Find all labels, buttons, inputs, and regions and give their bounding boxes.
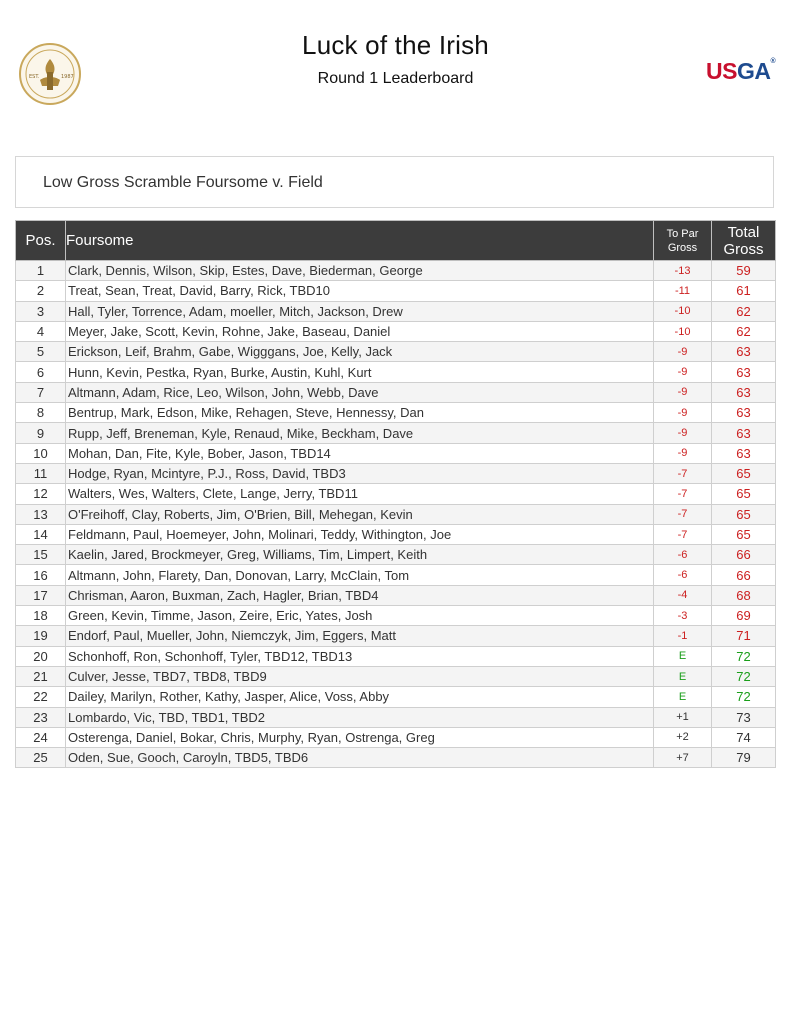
row-to-par: +2 <box>654 727 712 747</box>
row-total-gross: 71 <box>712 626 776 646</box>
row-total-gross: 65 <box>712 504 776 524</box>
row-total-gross: 63 <box>712 423 776 443</box>
row-to-par: E <box>654 646 712 666</box>
table-row <box>16 545 776 565</box>
row-total-gross: 63 <box>712 443 776 463</box>
row-position: 5 <box>16 342 66 362</box>
row-total-gross: 72 <box>712 687 776 707</box>
row-total-gross: 61 <box>712 281 776 301</box>
row-to-par: -10 <box>654 301 712 321</box>
row-position: 18 <box>16 606 66 626</box>
row-foursome: Kaelin, Jared, Brockmeyer, Greg, Williams, Tim, Limpert, Keith <box>66 545 654 565</box>
row-position: 14 <box>16 524 66 544</box>
row-to-par: -9 <box>654 382 712 402</box>
row-to-par: -9 <box>654 362 712 382</box>
row-to-par: +7 <box>654 748 712 768</box>
row-foursome: Clark, Dennis, Wilson, Skip, Estes, Dave, Biederman, George <box>66 261 654 281</box>
table-row <box>16 443 776 463</box>
row-total-gross: 72 <box>712 666 776 686</box>
table-row <box>16 382 776 402</box>
table-row <box>16 524 776 544</box>
table-row <box>16 261 776 281</box>
table-row <box>16 687 776 707</box>
row-total-gross: 73 <box>712 707 776 727</box>
page-title: Luck of the Irish <box>302 30 489 60</box>
row-position: 12 <box>16 484 66 504</box>
table-row <box>16 403 776 423</box>
row-total-gross: 63 <box>712 362 776 382</box>
row-foursome: O'Freihoff, Clay, Roberts, Jim, O'Brien, Bill, Mehegan, Kevin <box>66 504 654 524</box>
row-position: 3 <box>16 301 66 321</box>
row-foursome: Treat, Sean, Treat, David, Barry, Rick, TBD10 <box>66 281 654 301</box>
row-foursome: Green, Kevin, Timme, Jason, Zeire, Eric, Yates, Josh <box>66 606 654 626</box>
header-to-par <box>654 221 712 261</box>
table-row <box>16 301 776 321</box>
row-position: 19 <box>16 626 66 646</box>
row-total-gross: 62 <box>712 301 776 321</box>
row-to-par: +1 <box>654 707 712 727</box>
row-total-gross: 66 <box>712 545 776 565</box>
table-row <box>16 321 776 341</box>
row-foursome: Endorf, Paul, Mueller, John, Niemczyk, Jim, Eggers, Matt <box>66 626 654 646</box>
row-foursome: Lombardo, Vic, TBD, TBD1, TBD2 <box>66 707 654 727</box>
row-to-par: -7 <box>654 484 712 504</box>
table-row <box>16 727 776 747</box>
table-row <box>16 281 776 301</box>
row-to-par: -7 <box>654 463 712 483</box>
row-foursome: Altmann, John, Flarety, Dan, Donovan, Larry, McClain, Tom <box>66 565 654 585</box>
row-to-par: -6 <box>654 545 712 565</box>
row-total-gross: 63 <box>712 342 776 362</box>
header-total-line2: Gross <box>723 240 764 258</box>
row-position: 4 <box>16 321 66 341</box>
event-name: Low Gross Scramble Foursome v. Field <box>43 174 323 191</box>
leaderboard-table <box>15 220 776 768</box>
row-position: 9 <box>16 423 66 443</box>
row-position: 1 <box>16 261 66 281</box>
row-total-gross: 69 <box>712 606 776 626</box>
row-to-par: -11 <box>654 281 712 301</box>
row-to-par: -9 <box>654 443 712 463</box>
crest-year-right: 1987 <box>61 74 74 80</box>
row-to-par: -7 <box>654 524 712 544</box>
row-to-par: -7 <box>654 504 712 524</box>
row-position: 7 <box>16 382 66 402</box>
row-to-par: -10 <box>654 321 712 341</box>
row-total-gross: 79 <box>712 748 776 768</box>
table-row <box>16 646 776 666</box>
row-total-gross: 63 <box>712 403 776 423</box>
row-total-gross: 62 <box>712 321 776 341</box>
row-position: 22 <box>16 687 66 707</box>
table-row <box>16 484 776 504</box>
table-row <box>16 423 776 443</box>
row-total-gross: 66 <box>712 565 776 585</box>
row-foursome: Schonhoff, Ron, Schonhoff, Tyler, TBD12, TBD13 <box>66 646 654 666</box>
row-total-gross: 72 <box>712 646 776 666</box>
row-position: 11 <box>16 463 66 483</box>
table-row <box>16 342 776 362</box>
row-to-par: E <box>654 687 712 707</box>
table-row <box>16 504 776 524</box>
row-foursome: Altmann, Adam, Rice, Leo, Wilson, John, Webb, Dave <box>66 382 654 402</box>
crest-year-left: EST. <box>29 74 40 80</box>
row-position: 16 <box>16 565 66 585</box>
usga-logo-ga: GA <box>736 58 771 84</box>
row-foursome: Mohan, Dan, Fite, Kyle, Bober, Jason, TBD14 <box>66 443 654 463</box>
table-row <box>16 626 776 646</box>
usga-logo-reg: ® <box>770 58 776 65</box>
row-foursome: Chrisman, Aaron, Buxman, Zach, Hagler, Brian, TBD4 <box>66 585 654 605</box>
row-foursome: Hunn, Kevin, Pestka, Ryan, Burke, Austin, Kuhl, Kurt <box>66 362 654 382</box>
event-title-box <box>15 156 774 208</box>
row-total-gross: 63 <box>712 382 776 402</box>
row-position: 24 <box>16 727 66 747</box>
row-position: 10 <box>16 443 66 463</box>
header-to-par-line2: Gross <box>667 241 698 254</box>
row-foursome: Erickson, Leif, Brahm, Gabe, Wigggans, Joe, Kelly, Jack <box>66 342 654 362</box>
row-to-par: -1 <box>654 626 712 646</box>
row-position: 13 <box>16 504 66 524</box>
table-row <box>16 362 776 382</box>
header-to-par-line1: To Par <box>666 227 699 240</box>
row-to-par: E <box>654 666 712 686</box>
row-total-gross: 74 <box>712 727 776 747</box>
row-foursome: Meyer, Jake, Scott, Kevin, Rohne, Jake, Baseau, Daniel <box>66 321 654 341</box>
row-total-gross: 59 <box>712 261 776 281</box>
table-row <box>16 748 776 768</box>
row-total-gross: 65 <box>712 484 776 504</box>
page-subtitle: Round 1 Leaderboard <box>317 70 474 87</box>
leaderboard-body <box>16 261 776 768</box>
header-pos: Pos. <box>16 221 66 261</box>
table-row <box>16 463 776 483</box>
row-total-gross: 65 <box>712 463 776 483</box>
row-position: 21 <box>16 666 66 686</box>
row-to-par: -9 <box>654 342 712 362</box>
row-total-gross: 68 <box>712 585 776 605</box>
row-foursome: Hall, Tyler, Torrence, Adam, moeller, Mitch, Jackson, Drew <box>66 301 654 321</box>
header-total-line1: Total <box>727 223 760 241</box>
row-position: 2 <box>16 281 66 301</box>
row-to-par: -9 <box>654 423 712 443</box>
row-position: 8 <box>16 403 66 423</box>
row-foursome: Walters, Wes, Walters, Clete, Lange, Jerry, TBD11 <box>66 484 654 504</box>
row-to-par: -9 <box>654 403 712 423</box>
row-position: 17 <box>16 585 66 605</box>
row-foursome: Rupp, Jeff, Breneman, Kyle, Renaud, Mike, Beckham, Dave <box>66 423 654 443</box>
table-row <box>16 666 776 686</box>
row-foursome: Oden, Sue, Gooch, Caroyln, TBD5, TBD6 <box>66 748 654 768</box>
header-foursome: Foursome <box>66 221 654 261</box>
usga-logo-us: US <box>706 58 737 84</box>
row-to-par: -4 <box>654 585 712 605</box>
row-position: 23 <box>16 707 66 727</box>
row-foursome: Culver, Jesse, TBD7, TBD8, TBD9 <box>66 666 654 686</box>
row-position: 6 <box>16 362 66 382</box>
leaderboard-header-row <box>16 221 776 261</box>
table-row <box>16 585 776 605</box>
row-position: 15 <box>16 545 66 565</box>
table-row <box>16 606 776 626</box>
row-to-par: -6 <box>654 565 712 585</box>
row-foursome: Dailey, Marilyn, Rother, Kathy, Jasper, Alice, Voss, Abby <box>66 687 654 707</box>
row-foursome: Bentrup, Mark, Edson, Mike, Rehagen, Steve, Hennessy, Dan <box>66 403 654 423</box>
row-to-par: -13 <box>654 261 712 281</box>
table-row <box>16 565 776 585</box>
usga-logo <box>706 58 775 85</box>
row-foursome: Hodge, Ryan, Mcintyre, P.J., Ross, David, TBD3 <box>66 463 654 483</box>
row-position: 20 <box>16 646 66 666</box>
row-position: 25 <box>16 748 66 768</box>
row-total-gross: 65 <box>712 524 776 544</box>
row-foursome: Feldmann, Paul, Hoemeyer, John, Molinari, Teddy, Withington, Joe <box>66 524 654 544</box>
header-total-gross <box>712 221 776 261</box>
row-to-par: -3 <box>654 606 712 626</box>
page-header <box>0 0 791 130</box>
row-foursome: Osterenga, Daniel, Bokar, Chris, Murphy, Ryan, Ostrenga, Greg <box>66 727 654 747</box>
table-row <box>16 707 776 727</box>
